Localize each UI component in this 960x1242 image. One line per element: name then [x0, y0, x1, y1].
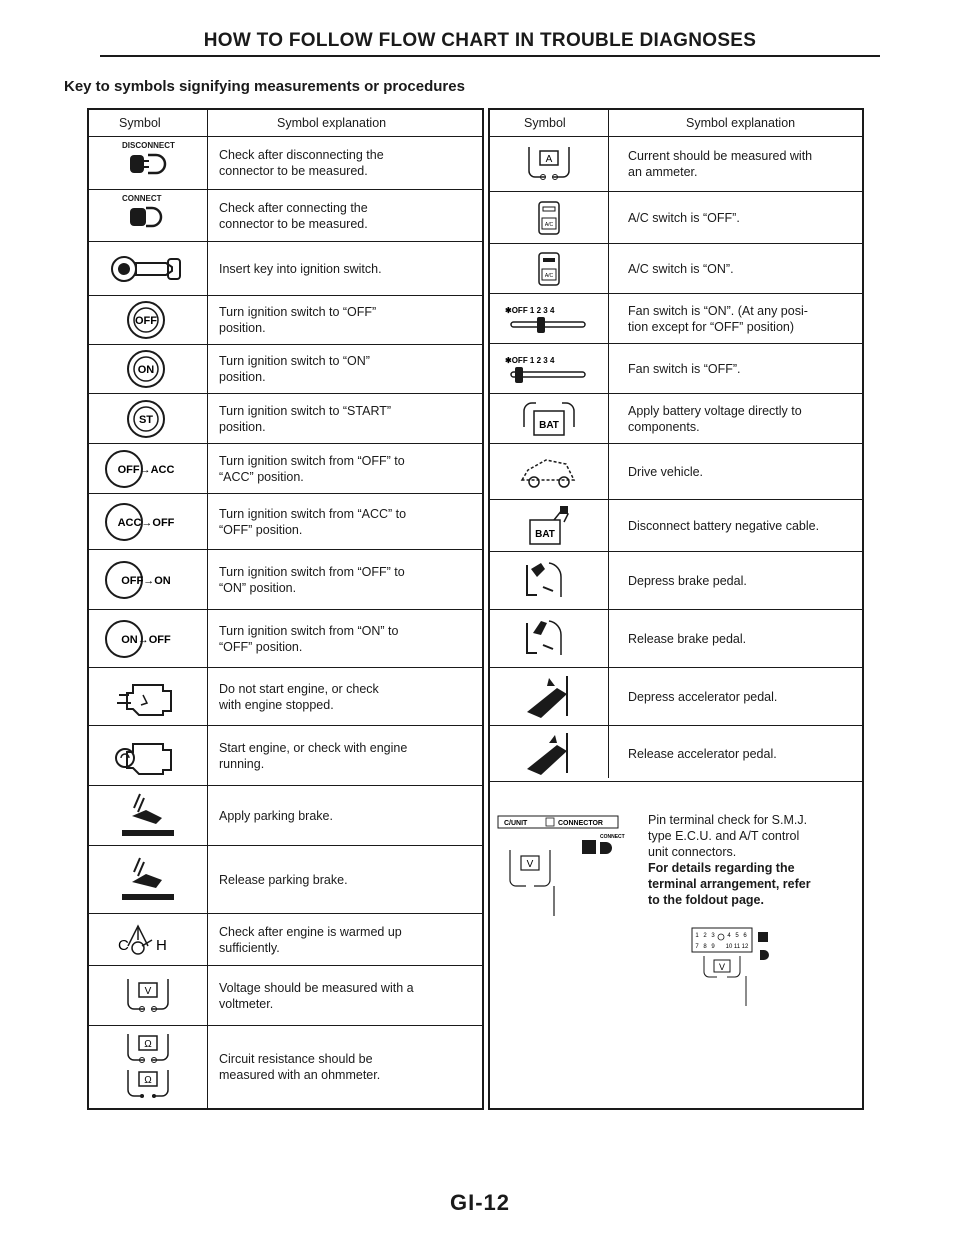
symbol-explanation: Turn ignition switch to “ON” position.: [219, 354, 370, 384]
svg-text:DISCONNECT: DISCONNECT: [122, 140, 175, 150]
svg-text:BAT: BAT: [539, 419, 559, 431]
release-brake-pedal-icon: [490, 610, 608, 667]
svg-text:A/C: A/C: [544, 272, 554, 279]
header-symbol: Symbol: [119, 116, 161, 130]
release-parking-brake-icon: [89, 846, 207, 913]
engine-warm-icon: [89, 914, 207, 965]
page-number: GI-12: [449, 1190, 511, 1215]
ignition-on-icon: [89, 345, 207, 393]
symbol-explanation: Turn ignition switch from “ON” to “OFF” position.: [219, 623, 399, 654]
ignition-acc-to-off-icon: [89, 494, 207, 549]
apply-parking-brake-icon: [89, 786, 207, 845]
table-row: [89, 550, 482, 610]
symbol-explanation: Depress accelerator pedal.: [628, 689, 778, 704]
pin-terminal-check-icon: [490, 782, 640, 1108]
ammeter-icon: [490, 136, 608, 191]
svg-text:CONNECT: CONNECT: [122, 193, 162, 203]
table-row: [89, 966, 482, 1026]
svg-text:OFF→ACC: OFF→ACC: [117, 463, 175, 476]
table-row: [89, 242, 482, 296]
svg-text:12: 12: [741, 944, 749, 950]
table-row: [89, 190, 482, 242]
svg-text:Ω: Ω: [144, 1075, 152, 1086]
svg-text:4: 4: [727, 933, 731, 939]
table-row: [89, 494, 482, 550]
voltmeter-icon: [89, 966, 207, 1025]
svg-text:8: 8: [703, 944, 707, 950]
symbol-explanation: Fan switch is “OFF”.: [628, 361, 741, 376]
svg-text:C/UNIT: C/UNIT: [504, 820, 528, 827]
table-row: [490, 782, 862, 1108]
engine-running-icon: [89, 726, 207, 785]
table-row: [490, 444, 862, 500]
svg-text:BAT: BAT: [535, 528, 555, 540]
left-symbol-table: [87, 108, 484, 1110]
symbol-explanation: Check after connecting the connector to be measured.: [219, 200, 368, 231]
table-row: [490, 394, 862, 444]
symbol-explanation: Release accelerator pedal.: [628, 746, 777, 761]
table-row: [490, 668, 862, 726]
table-row: [89, 345, 482, 394]
svg-text:ON: ON: [137, 364, 155, 376]
section-subtitle: Key to symbols signifying measurements or procedures: [64, 78, 465, 95]
svg-text:10: 10: [725, 944, 733, 950]
symbol-explanation: Turn ignition switch from “OFF” to “ACC” position.: [219, 453, 405, 484]
symbol-explanation: Turn ignition switch from “ACC” to “OFF” position.: [219, 506, 407, 537]
ac-switch-on-icon: [490, 244, 608, 293]
pin-terminal-description: [648, 812, 856, 1020]
connector-pin-diagram: [690, 926, 856, 1020]
table-row: [490, 500, 862, 552]
svg-text:ACC→OFF: ACC→OFF: [117, 516, 175, 529]
header-explanation: Symbol explanation: [277, 116, 387, 130]
table-row: [89, 394, 482, 444]
svg-text:ST: ST: [138, 413, 154, 426]
ignition-key-icon: [89, 242, 207, 295]
svg-text:✱OFF 1 2 3 4: ✱OFF 1 2 3 4: [505, 305, 555, 315]
symbol-explanation: Check after engine is warmed up sufficiently.: [219, 924, 402, 955]
svg-text:A/C: A/C: [544, 221, 554, 228]
svg-text:2: 2: [703, 933, 707, 939]
svg-text:Ω: Ω: [144, 1039, 152, 1050]
table-row: [89, 136, 482, 190]
table-row: [89, 726, 482, 786]
svg-text:6: 6: [743, 933, 747, 939]
table-row: [89, 914, 482, 966]
table-row: [490, 294, 862, 344]
symbol-explanation: Pin terminal check for S.M.J. type E.C.U. and A/T control unit connectors.: [648, 813, 808, 859]
svg-text:A: A: [545, 153, 553, 165]
svg-text:3: 3: [711, 933, 715, 939]
engine-stopped-icon: [89, 668, 207, 725]
svg-text:OFF→ON: OFF→ON: [121, 574, 171, 587]
symbol-explanation: A/C switch is “ON”.: [628, 261, 734, 276]
svg-text:1: 1: [695, 933, 699, 939]
connect-connector-icon: [89, 190, 207, 241]
table-row: [490, 244, 862, 294]
symbol-explanation: Turn ignition switch to “OFF” position.: [219, 305, 377, 335]
table-row: [490, 344, 862, 394]
symbol-explanation: Voltage should be measured with a voltmeter.: [219, 980, 414, 1011]
table-header: [490, 110, 862, 137]
ignition-off-icon: [89, 296, 207, 344]
svg-text:9: 9: [711, 944, 715, 950]
table-header: [89, 110, 482, 137]
page-title: HOW TO FOLLOW FLOW CHART IN TROUBLE DIAGNOSES: [203, 30, 757, 51]
symbol-explanation: Turn ignition switch from “OFF” to “ON” position.: [219, 564, 405, 595]
symbol-explanation: Current should be measured with an ammeter.: [628, 148, 813, 179]
disconnect-connector-icon: [89, 136, 207, 189]
ignition-off-to-acc-icon: [89, 444, 207, 493]
svg-text:ON→OFF: ON→OFF: [121, 633, 171, 646]
symbol-explanation: Depress brake pedal.: [628, 573, 747, 588]
fan-switch-on-icon: [490, 294, 608, 343]
svg-text:C: C: [118, 936, 129, 954]
table-row: [89, 444, 482, 494]
symbol-explanation: Disconnect battery negative cable.: [628, 518, 820, 533]
symbol-explanation: Release brake pedal.: [628, 631, 747, 646]
ohmmeter-icon: [89, 1026, 207, 1108]
svg-text:V: V: [718, 962, 726, 972]
table-row: [490, 552, 862, 610]
svg-text:CONNECT: CONNECT: [600, 834, 625, 840]
foldout-reference-note: For details regarding the terminal arrangement, refer to the foldout page.: [648, 861, 811, 907]
svg-text:V: V: [144, 985, 152, 997]
table-row: [89, 296, 482, 345]
drive-vehicle-icon: [490, 444, 608, 499]
ignition-off-to-on-icon: [89, 550, 207, 609]
ac-switch-off-icon: [490, 192, 608, 243]
svg-text:H: H: [156, 936, 167, 954]
symbol-explanation: Start engine, or check with engine running.: [219, 740, 408, 771]
header-explanation: Symbol explanation: [686, 116, 796, 130]
svg-text:✱OFF 1 2 3 4: ✱OFF 1 2 3 4: [505, 355, 555, 365]
table-row: [89, 668, 482, 726]
symbol-explanation: Release parking brake.: [219, 872, 348, 887]
depress-accelerator-icon: [490, 668, 608, 725]
symbol-explanation: Turn ignition switch to “START” position.: [219, 403, 392, 434]
symbol-explanation: Do not start engine, or check with engine stopped.: [219, 681, 379, 712]
disconnect-battery-icon: [490, 500, 608, 551]
symbol-explanation: Apply parking brake.: [219, 808, 333, 823]
depress-brake-pedal-icon: [490, 552, 608, 609]
table-row: [490, 726, 862, 782]
symbol-explanation: Fan switch is “ON”. (At any posi- tion except for “OFF” position): [628, 303, 808, 334]
symbol-explanation: Circuit resistance should be measured with an ohmmeter.: [219, 1052, 381, 1082]
svg-text:7: 7: [695, 944, 699, 950]
symbol-explanation: A/C switch is “OFF”.: [628, 210, 740, 225]
ignition-start-icon: [89, 394, 207, 443]
symbol-explanation: Check after disconnecting the connector to be measured.: [219, 147, 384, 178]
table-row: [490, 192, 862, 244]
svg-text:OFF: OFF: [135, 315, 157, 327]
title-rule: [100, 55, 880, 57]
table-row: [89, 610, 482, 668]
fan-switch-off-icon: [490, 344, 608, 393]
ignition-on-to-off-icon: [89, 610, 207, 667]
release-accelerator-icon: [490, 726, 608, 781]
table-row: [89, 1026, 482, 1108]
svg-text:V: V: [526, 859, 534, 870]
battery-voltage-icon: [490, 394, 608, 443]
table-row: [89, 846, 482, 914]
right-symbol-table: [488, 108, 864, 1110]
table-row: [89, 786, 482, 846]
symbol-explanation: Apply battery voltage directly to components.: [628, 403, 802, 434]
header-symbol: Symbol: [524, 116, 566, 130]
svg-text:5: 5: [735, 933, 739, 939]
svg-text:11: 11: [733, 944, 741, 950]
table-row: [490, 610, 862, 668]
table-row: [490, 136, 862, 192]
svg-text:CONNECTOR: CONNECTOR: [558, 820, 603, 827]
symbol-explanation: Insert key into ignition switch.: [219, 261, 382, 276]
symbol-explanation: Drive vehicle.: [628, 464, 704, 479]
